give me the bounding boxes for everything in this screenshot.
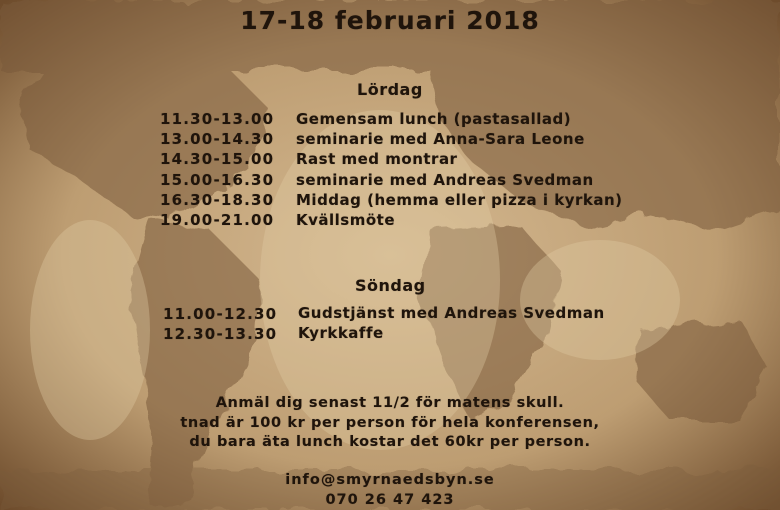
schedule-event: Gudstjänst med Andreas Svedman <box>298 304 605 322</box>
schedule-event: Kyrkkaffe <box>298 324 384 342</box>
schedule-time: 13.00-14.30 <box>160 130 275 148</box>
schedule-event: seminarie med Anna-Sara Leone <box>296 130 585 148</box>
contact-phone[interactable]: 070 26 47 423 <box>325 492 455 508</box>
schedule-time: 19.00-21.00 <box>160 211 275 229</box>
schedule-time: 11.00-12.30 <box>163 305 278 323</box>
schedule-event: Gemensam lunch (pastasallad) <box>296 110 572 128</box>
schedule-time: 15.00-16.30 <box>160 171 275 189</box>
saturday-heading: Lördag <box>357 80 423 99</box>
schedule-event: seminarie med Andreas Svedman <box>296 171 594 189</box>
schedule-event: Rast med montrar <box>296 150 458 168</box>
schedule-time: 16.30-18.30 <box>160 191 275 209</box>
event-date-title: 17-18 februari 2018 <box>240 6 540 35</box>
schedule-event: Kvällsmöte <box>296 211 396 229</box>
lunch-cost-note: du bara äta lunch kostar det 60kr per person. <box>189 434 591 450</box>
sunday-heading: Söndag <box>355 276 426 295</box>
schedule-event: Middag (hemma eller pizza i kyrkan) <box>296 191 623 209</box>
cost-note: tnad är 100 kr per person för hela konferensen, <box>180 415 600 431</box>
contact-email[interactable]: info@smyrnaedsbyn.se <box>285 472 495 488</box>
schedule-time: 14.30-15.00 <box>160 150 275 168</box>
schedule-time: 11.30-13.00 <box>160 110 275 128</box>
schedule-time: 12.30-13.30 <box>163 325 278 343</box>
registration-note: Anmäl dig senast 11/2 för matens skull. <box>215 395 565 411</box>
